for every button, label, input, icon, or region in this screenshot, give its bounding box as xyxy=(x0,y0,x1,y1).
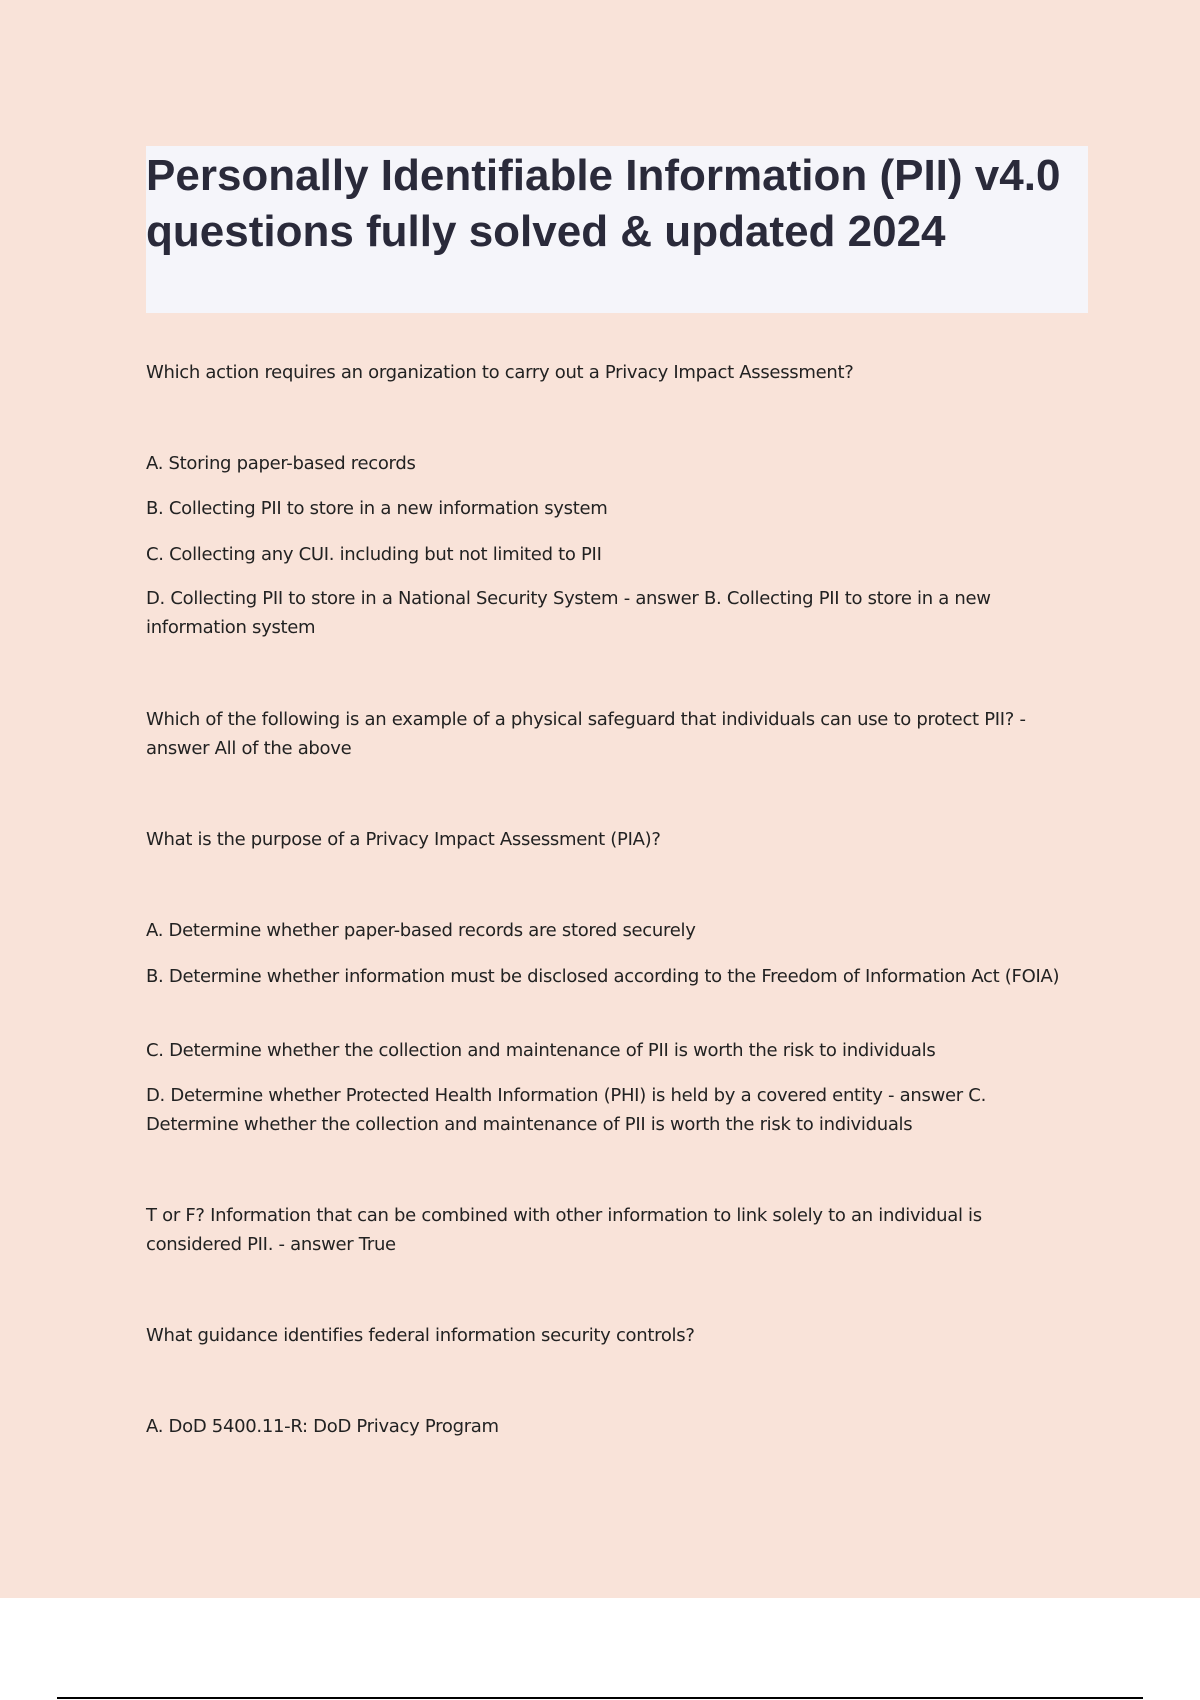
question-2: Which of the following is an example of a physical safeguard that individuals can use to protect PII? - answer All of the above xyxy=(146,709,1026,759)
question-5: What guidance identifies federal information security controls? xyxy=(146,1325,695,1346)
q1-option-b: B. Collecting PII to store in a new information system xyxy=(146,498,608,519)
footer-divider xyxy=(57,1697,1143,1699)
question-3: What is the purpose of a Privacy Impact Assessment (PIA)? xyxy=(146,829,661,850)
document-title: Personally Identifiable Information (PII) v4.0 questions fully solved & updated 2024 xyxy=(146,151,1061,256)
q1-option-c: C. Collecting any CUI. including but not limited to PII xyxy=(146,544,602,565)
question-1: Which action requires an organization to carry out a Privacy Impact Assessment? xyxy=(146,362,854,383)
question-4: T or F? Information that can be combined with other information to link solely to an individual is considered PII. - answer True xyxy=(146,1205,982,1255)
q3-option-d-answer: D. Determine whether Protected Health Information (PHI) is held by a covered entity - answer C. Determine whether the collection and maintenance of PII is worth the risk to individuals xyxy=(146,1085,986,1135)
q1-option-a: A. Storing paper-based records xyxy=(146,453,416,474)
q1-option-d-answer: D. Collecting PII to store in a National Security System - answer B. Collecting PII to store in a new information system xyxy=(146,588,991,638)
q5-option-a: A. DoD 5400.11-R: DoD Privacy Program xyxy=(146,1416,499,1437)
q3-option-a: A. Determine whether paper-based records are stored securely xyxy=(146,920,696,941)
q3-option-b: B. Determine whether information must be disclosed according to the Freedom of Information Act (FOIA) xyxy=(146,966,1060,987)
title-box xyxy=(146,146,1088,313)
q3-option-c: C. Determine whether the collection and maintenance of PII is worth the risk to individuals xyxy=(146,1040,936,1061)
